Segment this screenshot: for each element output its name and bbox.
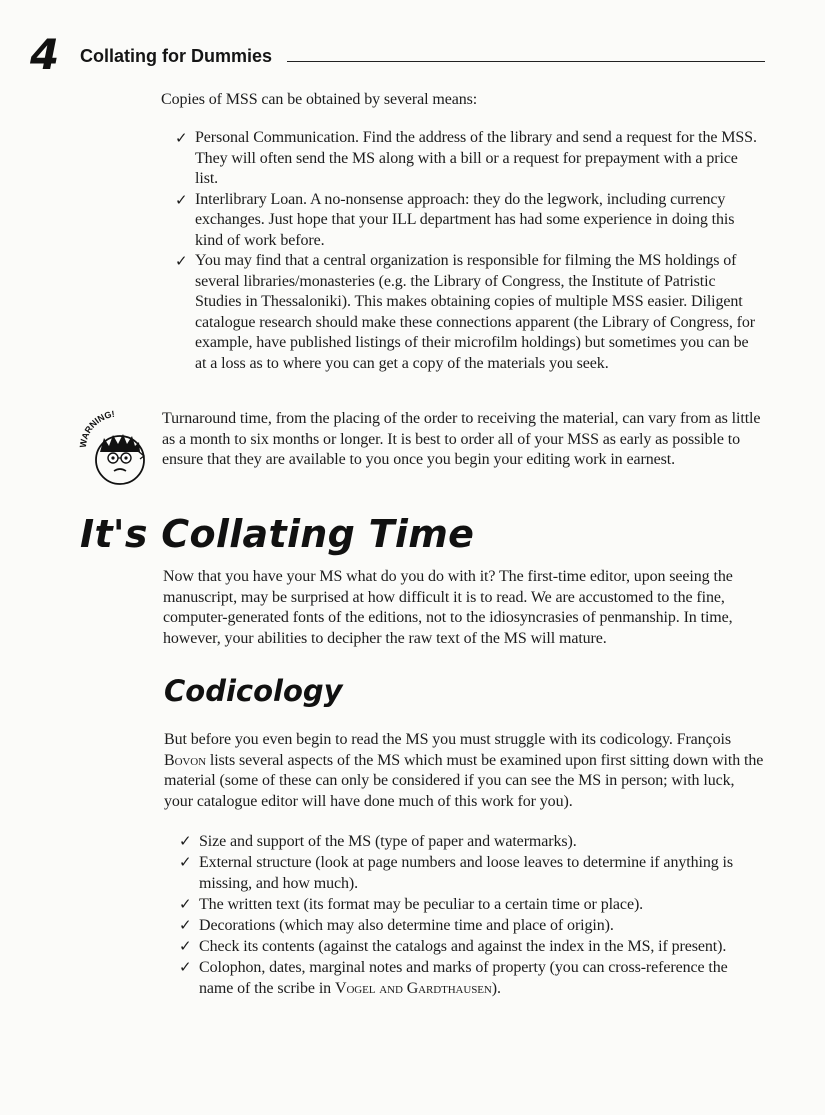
paragraph-text: lists several aspects of the MS which must be examined upon first sitting down with the material (some of these can only be considered if you can see the MS in person; with luck, your catalogue editor will have done much of this work for you).: [164, 751, 764, 810]
list-item: [179, 915, 754, 936]
checkmark-icon: ✓: [179, 853, 192, 871]
section-paragraph: Now that you have your MS what do you do with it? The first-time editor, upon seeing the manuscript, may be surprised at how difficult it is to read. We are accustomed to the fine, computer-generated fonts of the editions, not to the idiosyncrasies of penmanship. In time, however, your abilities to decipher the raw text of the MS will mature.: [163, 568, 733, 647]
list-item-text: Check its contents (against the catalogs and against the index in the MS, if present).: [199, 938, 727, 955]
list-item-text: Personal Communication. Find the address of the library and send a request for the MSS. They will often send the MS along with a bill or a request for prepayment with a price list.: [195, 129, 757, 187]
list-item-text: External structure (look at page numbers and loose leaves to determine if anything is missing, and how much).: [199, 854, 734, 892]
list-item-text-end: ).: [491, 980, 501, 997]
list-item: [179, 831, 754, 852]
page-header: [0, 0, 825, 90]
reference-name: Vogel and Gardthausen: [334, 980, 492, 997]
header-rule: [287, 61, 765, 62]
author-name: Bovon: [164, 751, 206, 769]
warning-label: WARNING!: [78, 408, 116, 449]
list-item: [179, 957, 754, 999]
checkmark-icon: ✓: [179, 958, 192, 976]
page-number: 4: [30, 30, 60, 79]
list-item: [179, 852, 754, 894]
subsection-paragraph: [164, 730, 766, 812]
list-item: [175, 251, 760, 374]
running-title: Collating for Dummies: [80, 46, 273, 66]
list-item: [175, 190, 760, 252]
checkmark-icon: ✓: [175, 252, 188, 270]
list-item-text: Size and support of the MS (type of paper and watermarks).: [199, 833, 577, 850]
list-item-text: Decorations (which may also determine time and place of origin).: [199, 917, 614, 934]
warning-paragraph: Turnaround time, from the placing of the order to receiving the material, can vary from as little as a month to six months or longer. It is best to order all of your MSS as early as possible to ensure that they are available to you once you begin your editing work in earnest.: [162, 410, 761, 468]
subsection-heading: Codicology: [164, 674, 343, 708]
aspects-list: [179, 831, 754, 999]
list-item-text-start: Colophon, dates, marginal notes and marks of property (you can cross-reference the name of the scribe in: [199, 959, 728, 997]
list-item: [175, 128, 760, 190]
intro-paragraph: Copies of MSS can be obtained by several means:: [161, 91, 478, 108]
list-item: [179, 936, 754, 957]
list-item-text: You may find that a central organization is responsible for filming the MS holdings of several libraries/monasteries (e.g. the Library of Congress, the Institute of Patristic Studies in Thessaloniki). This makes obtaining copies of multiple MSS easier. Diligent catalogue research should make these connections apparent (the Library of Congress, for example, have published listings of their microfilm holdings) but sometimes you can be at a loss as to where you can get a copy of the materials you seek.: [195, 252, 755, 372]
list-item-text: The written text (its format may be peculiar to a certain time or place).: [199, 896, 644, 913]
means-list: [175, 128, 760, 374]
checkmark-icon: ✓: [175, 129, 188, 147]
paragraph-text: But before you even begin to read the MS you must struggle with its codicology. François: [164, 731, 731, 748]
checkmark-icon: ✓: [179, 916, 192, 934]
section-heading: It's Collating Time: [80, 512, 475, 556]
checkmark-icon: ✓: [179, 937, 192, 955]
checkmark-icon: ✓: [175, 190, 188, 209]
list-item-text: [199, 959, 728, 997]
checkmark-icon: ✓: [179, 895, 192, 913]
checkmark-icon: ✓: [179, 832, 192, 850]
list-item-text: Interlibrary Loan. A no-nonsense approach: they do the legwork, including currency exchanges. Just hope that your ILL department has had some experience in doing this kind of work before.: [195, 190, 735, 249]
list-item: [179, 894, 754, 915]
warning-face-icon: [78, 408, 158, 488]
